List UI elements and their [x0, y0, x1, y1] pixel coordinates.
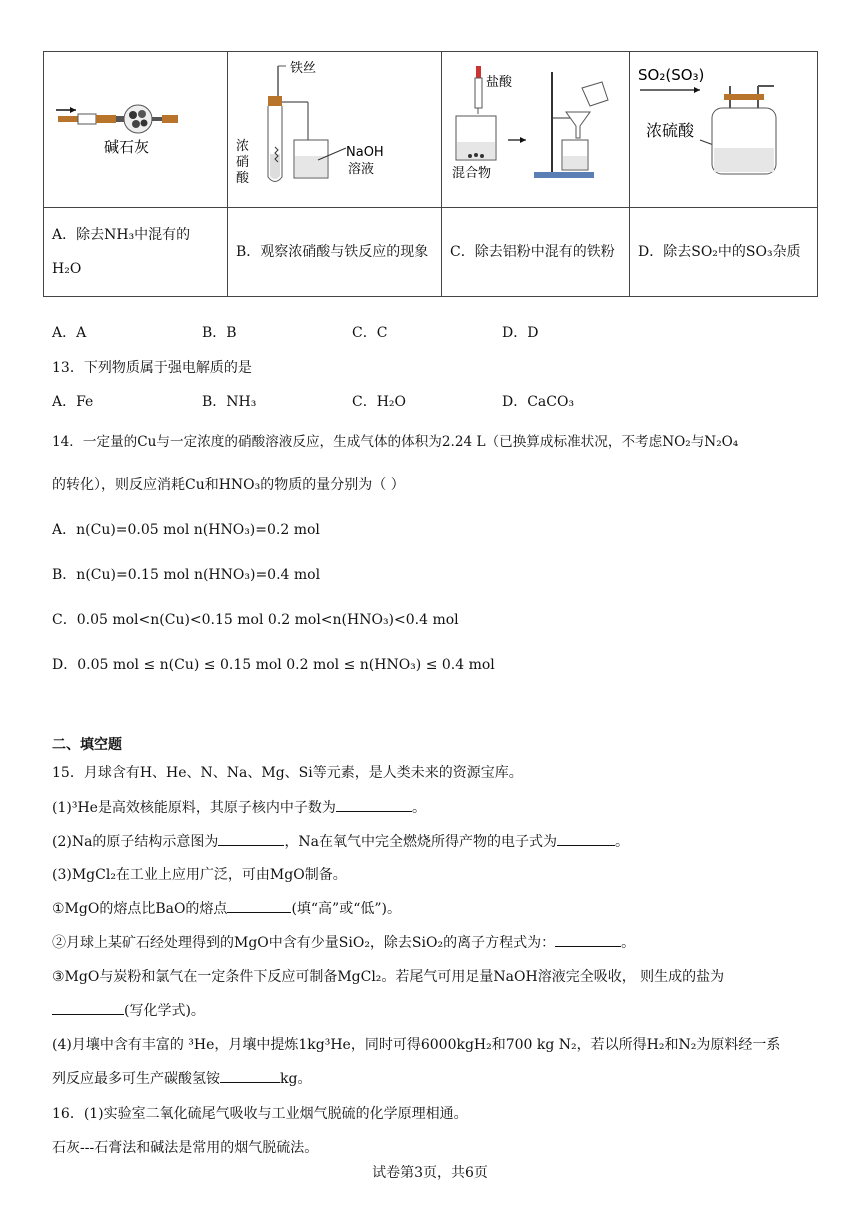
- answer-blank[interactable]: [555, 932, 621, 947]
- q14-option-d[interactable]: [52, 654, 495, 674]
- svg-text:SO₂(SO₃): SO₂(SO₃): [638, 66, 705, 84]
- label-soda-lime: 碱石灰: [104, 138, 150, 156]
- drying-tube-diagram: [44, 52, 228, 203]
- q16-part1: 16．(1)实验室二氧化硫尾气吸收与工业烟气脱硫的化学原理相通。: [52, 1106, 468, 1122]
- q15-part3-2-text: ②月球上某矿石经处理得到的MgO中含有少量SiO₂，除去SiO₂的离子方程式为：: [52, 935, 556, 951]
- answer-blank[interactable]: [52, 1000, 124, 1015]
- svg-text:溶液: 溶液: [348, 162, 375, 177]
- svg-text:NaOH: NaOH: [346, 145, 384, 160]
- svg-text:浓硫酸: 浓硫酸: [646, 121, 695, 140]
- option-letter: D．: [52, 657, 78, 673]
- q13-option-a[interactable]: A．Fe: [52, 394, 94, 410]
- q15-part2-text: (2)Na的原子结构示意图为: [52, 834, 219, 850]
- answer-blank[interactable]: [336, 797, 412, 812]
- q15-part3-3-hint: (写化学式)。: [124, 1003, 205, 1019]
- answer-blank[interactable]: [218, 831, 284, 846]
- svg-text:混合物: 混合物: [452, 166, 492, 181]
- q15-part3-2: [52, 932, 635, 952]
- option-letter: A．: [52, 522, 77, 538]
- q12-option-a[interactable]: A．A: [52, 325, 87, 341]
- answer-blank[interactable]: [227, 898, 291, 913]
- q15-part4-unit: kg。: [280, 1071, 312, 1087]
- svg-text:酸: 酸: [236, 171, 250, 186]
- period: 。: [411, 800, 426, 816]
- caption-b: B．观察浓硝酸与铁反应的现象: [228, 208, 442, 297]
- option-text: 0.05 mol ≤ n(Cu) ≤ 0.15 mol 0.2 mol ≤ n(HNO₃) ≤ 0.4 mol: [77, 657, 495, 673]
- q14-option-a[interactable]: [52, 519, 320, 539]
- apparatus-c-cell: [442, 52, 630, 208]
- answer-blank[interactable]: [557, 831, 615, 846]
- period: 。: [615, 834, 630, 850]
- q15-part3-3: ③MgO与炭粉和氯气在一定条件下反应可制备MgCl₂。若尾气可用足量NaOH溶液完全吸收， 则生成的盐为: [52, 969, 725, 985]
- apparatus-a-cell: [44, 52, 228, 208]
- q13-stem: 13．下列物质属于强电解质的是: [52, 360, 252, 376]
- option-text: 0.05 mol<n(Cu)<0.15 mol 0.2 mol<n(HNO₃)<0.4 mol: [76, 612, 459, 628]
- q12-option-c[interactable]: C．C: [352, 325, 388, 341]
- q13-option-b[interactable]: B．NH₃: [202, 394, 257, 410]
- answer-blank[interactable]: [220, 1068, 280, 1083]
- q15-part1-text: (1)³He是高效核能原料，其原子核内中子数为: [52, 800, 336, 816]
- q15-part1: [52, 797, 426, 817]
- nitric-acid-iron-diagram: [228, 52, 442, 203]
- svg-text:硝: 硝: [236, 155, 250, 170]
- page-footer: 试卷第3页，共6页: [372, 1165, 488, 1181]
- apparatus-d-cell: [630, 52, 818, 208]
- q14-stem-line2: 的转化），则反应消耗Cu和HNO₃的物质的量分别为（ ）: [52, 477, 405, 493]
- q12-option-b[interactable]: B．B: [202, 325, 237, 341]
- q15-part4b: [52, 1068, 311, 1088]
- q14-option-b[interactable]: [52, 564, 320, 584]
- q15-part3-1-hint: (填“高”或“低”)。: [291, 901, 401, 917]
- caption-d: D．除去SO₂中的SO₃杂质: [630, 208, 818, 297]
- period: 。: [621, 935, 636, 951]
- apparatus-b-cell: [228, 52, 442, 208]
- q13-option-d[interactable]: D．CaCO₃: [502, 394, 575, 410]
- q15-part4-text: 列反应最多可生产碳酸氢铵: [52, 1071, 220, 1087]
- option-text: n(Cu)=0.05 mol n(HNO₃)=0.2 mol: [76, 522, 320, 538]
- apparatus-table: [43, 51, 818, 297]
- wash-bottle-diagram: [630, 52, 818, 203]
- caption-c: C．除去铝粉中混有的铁粉: [442, 208, 630, 297]
- q14-option-c[interactable]: [52, 609, 459, 629]
- q14-stem-line1: 14．一定量的Cu与一定浓度的硝酸溶液反应，生成气体的体积为2.24 L（已换算成标准状况，不考虑NO₂与N₂O₄: [52, 434, 739, 450]
- filtration-diagram: [442, 52, 630, 203]
- section-title: 二、填空题: [52, 737, 122, 753]
- q15-part3: (3)MgCl₂在工业上应用广泛，可由MgO制备。: [52, 867, 347, 883]
- svg-text:盐酸: 盐酸: [486, 75, 513, 90]
- option-letter: B．: [52, 567, 77, 583]
- q15-part3-1-text: ①MgO的熔点比BaO的熔点: [52, 901, 228, 917]
- q15-part4: (4)月壤中含有丰富的 ³He，月壤中提炼1kg³He，同时可得6000kgH₂和700 kg N₂，若以所得H₂和N₂为原料经一系: [52, 1037, 781, 1053]
- svg-text:铁丝: 铁丝: [290, 61, 317, 76]
- option-letter: C．: [52, 612, 77, 628]
- q15-part3-1: [52, 898, 401, 918]
- caption-a: A．除去NH₃中混有的H₂O: [44, 208, 228, 297]
- q15-part3-3b: [52, 1000, 205, 1020]
- q15-part2-text2: ，Na在氧气中完全燃烧所得产物的电子式为: [284, 834, 558, 850]
- option-text: n(Cu)=0.15 mol n(HNO₃)=0.4 mol: [76, 567, 321, 583]
- q16-part2: 石灰---石膏法和碱法是常用的烟气脱硫法。: [52, 1140, 319, 1156]
- q13-option-c[interactable]: C．H₂O: [352, 394, 407, 410]
- q12-option-d[interactable]: D．D: [502, 325, 539, 341]
- q15-stem: 15．月球含有H、He、N、Na、Mg、Si等元素，是人类未来的资源宝库。: [52, 765, 523, 781]
- q15-part2: [52, 831, 629, 851]
- svg-text:浓: 浓: [236, 139, 250, 154]
